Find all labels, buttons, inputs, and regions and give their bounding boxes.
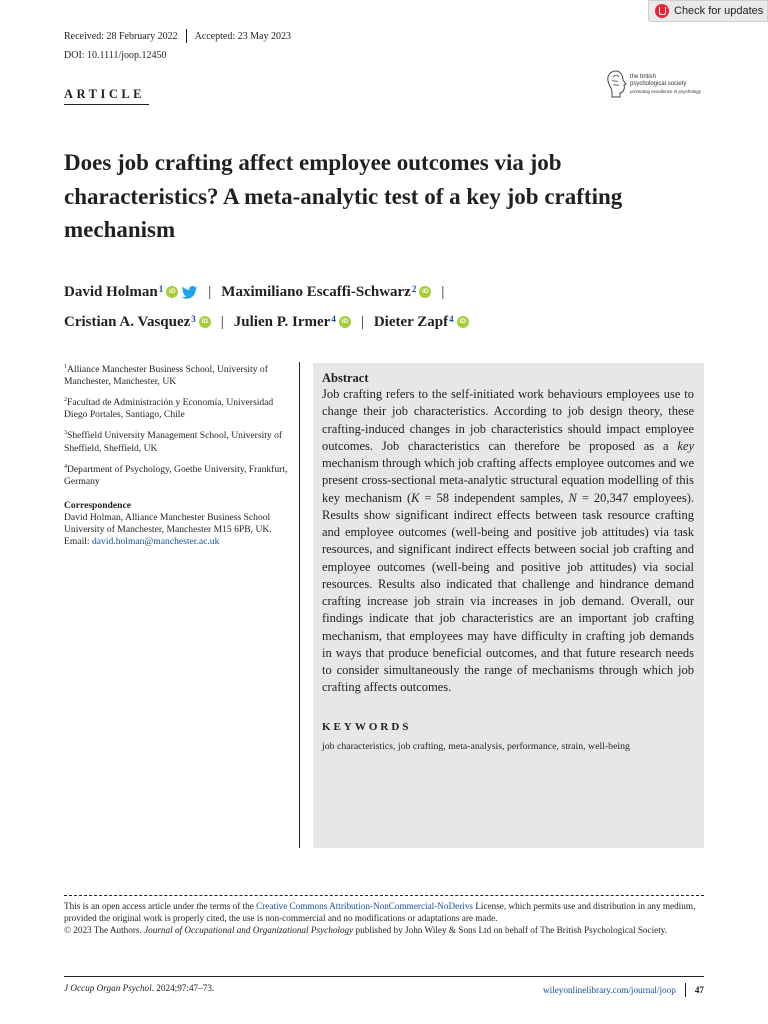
license-link[interactable]: Creative Commons Attribution-NonCommercial-NoDerivs bbox=[256, 901, 474, 911]
orcid-icon[interactable]: iD bbox=[166, 286, 178, 298]
doi[interactable]: DOI: 10.1111/joop.12450 bbox=[64, 50, 167, 61]
divider bbox=[64, 895, 704, 896]
abstract-text: Job crafting refers to the self-initiated work behaviours employees use to change their job characteristics. According to job design theory, these crafting-induced changes in job characteristics should impact employee outcomes. Job characteristics can therefore be proposed as a key mechanism through which job crafting affects employee outcomes and we present cross-sectional meta-analytic structural equation modelling of this key mechanism (K = 58 independent samples, N = 20,347 employees). Results show significant indirect effects between task resource crafting and employee outcomes (well-being and positive job attitudes) via task resources, and significant indirect effects between social job crafting and employee outcomes (well-being and positive job attitudes) via social resources. Results also indicated that challenge and hindrance demand crafting increase job strain via increases in job demand. Overall, our findings indicate that job characteristics are an important job crafting mechanism, that employees may have difficulty in crafting job demands in ways that produce beneficial outcomes, and that future research needs to consider simultaneously the range of mechanisms through which job crafting affects outcomes. bbox=[322, 387, 694, 695]
author-separator: | bbox=[208, 284, 212, 300]
author-separator: | bbox=[441, 284, 445, 300]
affiliation: $^3$Sheffield University Management School, University of Sheffield, Sheffield, UK bbox=[64, 430, 283, 454]
footer-right bbox=[543, 983, 704, 997]
divider bbox=[64, 976, 704, 977]
check-for-updates-button[interactable] bbox=[648, 0, 768, 22]
correspondence-text: David Holman, Alliance Manchester Business School University of Manchester, Manchester M15 6PB, UK. bbox=[64, 511, 272, 535]
check-updates-icon bbox=[655, 4, 669, 18]
orcid-icon[interactable]: iD bbox=[339, 316, 351, 328]
abstract-heading: Abstract bbox=[322, 371, 369, 385]
author-separator: | bbox=[220, 314, 224, 330]
orcid-icon[interactable]: iD bbox=[457, 316, 469, 328]
bps-logo-icon bbox=[604, 68, 628, 100]
journal-name: Journal of Occupational and Organizational Psychology bbox=[144, 925, 354, 935]
affiliation: $^4$Department of Psychology, Goethe University, Frankfurt, Germany bbox=[64, 463, 288, 487]
divider bbox=[186, 29, 187, 43]
keywords-heading: KEYWORDS bbox=[322, 720, 412, 733]
license-notice: This is an open access article under the terms of the Creative Commons Attribution-NonCommercial-NoDerivs License, which permits use and distribution in any medium, provided the original work is properly cited, the use is non-commercial and no modifications or adaptations are made. © 2023 The Authors. Journal of Occupational and Organizational Psychology published by John Wiley & Sons Ltd on behalf of The British Psychological Society. bbox=[64, 901, 696, 935]
affiliation: $^1$Alliance Manchester Business School, University of Manchester, Manchester, UK bbox=[64, 364, 268, 388]
author[interactable]: Maximiliano Escaffi-Schwarz $^2$ iD bbox=[221, 277, 431, 307]
divider bbox=[64, 104, 149, 105]
twitter-icon[interactable] bbox=[181, 286, 198, 299]
email-link[interactable]: david.holman@manchester.ac.uk bbox=[91, 535, 220, 547]
affiliations bbox=[64, 361, 296, 548]
orcid-icon[interactable]: iD bbox=[199, 316, 211, 328]
author[interactable]: Julien P. Irmer $^4$ iD bbox=[234, 307, 351, 337]
keywords-list: job characteristics, job crafting, meta-analysis, performance, strain, well-being bbox=[322, 740, 630, 752]
dates-line bbox=[64, 29, 291, 43]
orcid-icon[interactable]: iD bbox=[419, 286, 431, 298]
divider bbox=[685, 983, 686, 997]
paper-title: Does job crafting affect employee outcomes via job characteristics? A meta-analytic test of a key job crafting mechanism bbox=[64, 150, 623, 242]
page-number: 47 bbox=[694, 985, 704, 995]
journal-url-link[interactable]: wileyonlinelibrary.com/journal/joop bbox=[542, 985, 676, 995]
bps-logo-text: the british psychological society promoting excellence in psychology bbox=[630, 74, 702, 94]
article-type-label: ARTICLE bbox=[64, 87, 146, 101]
author-separator: | bbox=[360, 314, 364, 330]
journal-citation: J Occup Organ Psychol. 2024;97:47–73. bbox=[64, 983, 215, 993]
abstract-box bbox=[313, 363, 704, 848]
author-list bbox=[64, 277, 724, 337]
author[interactable]: Dieter Zapf $^4$ iD bbox=[374, 307, 469, 337]
bps-logo bbox=[604, 68, 714, 104]
received-date: Received: 28 February 2022 bbox=[64, 30, 178, 42]
accepted-date: Accepted: 23 May 2023 bbox=[194, 30, 291, 42]
correspondence-heading: Correspondence bbox=[64, 499, 131, 511]
author[interactable]: David Holman $^1$ iD bbox=[64, 277, 198, 307]
correspondence-email: Email: david.holman@manchester.ac.uk bbox=[64, 535, 220, 547]
affiliation: $^2$Facultad de Administración y Economía, Universidad Diego Portales, Santiago, Chile bbox=[64, 397, 274, 421]
author[interactable]: Cristian A. Vasquez $^3$ iD bbox=[64, 307, 211, 337]
divider bbox=[299, 362, 300, 848]
check-updates-label: Check for updates bbox=[674, 5, 764, 17]
